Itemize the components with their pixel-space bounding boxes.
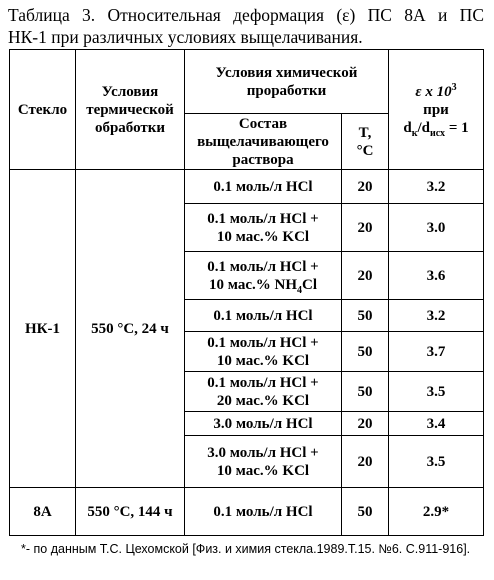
composition-cell: 0.1 моль/л HCl + 20 мас.% KCl <box>185 372 342 412</box>
header-row-1 <box>10 50 484 114</box>
header-glass: Стекло <box>10 50 76 170</box>
caption-line-1: Таблица 3. Относительная деформация (ε) ПС 8А и ПС <box>8 5 484 25</box>
temp-cell: 20 <box>342 412 389 436</box>
composition-cell: 0.1 моль/л HCl <box>185 170 342 204</box>
header-temp: T, °C <box>342 114 389 170</box>
header-chemical: Условия химической проработки <box>185 50 389 114</box>
footnote: *- по данным Т.С. Цехомской [Физ. и химия стекла.1989.Т.15. №6. С.911-916]. <box>21 542 471 556</box>
header-thermal: Условия термической обработки <box>76 50 185 170</box>
temp-cell: 50 <box>342 372 389 412</box>
composition-cell: 3.0 моль/л HCl <box>185 412 342 436</box>
composition-cell: 0.1 моль/л HCl + 10 мас.% KCl <box>185 204 342 252</box>
eps-cell: 3.0 <box>389 204 484 252</box>
glass-cell: НК-1 <box>10 170 76 488</box>
eps-cell: 3.7 <box>389 332 484 372</box>
eps-cell: 3.5 <box>389 436 484 488</box>
table-row <box>10 170 484 204</box>
temp-cell: 20 <box>342 170 389 204</box>
eps-cell: 3.2 <box>389 170 484 204</box>
composition-cell: 0.1 моль/л HCl <box>185 300 342 332</box>
temp-cell: 20 <box>342 204 389 252</box>
eps-cell: 3.5 <box>389 372 484 412</box>
eps-cell: 3.6 <box>389 252 484 300</box>
temp-cell: 50 <box>342 332 389 372</box>
header-eps: ε x $10^3$ при $d_к/d_{исх} = 1$ <box>389 50 484 170</box>
thermal-cell: 550 °C, 24 ч <box>76 170 185 488</box>
composition-cell: 0.1 моль/л HCl + 10 мас.% KCl <box>185 332 342 372</box>
composition-cell: 0.1 моль/л HCl + 10 мас.% $NH_4Cl$ <box>185 252 342 300</box>
temp-cell: 50 <box>342 488 389 536</box>
composition-cell: 0.1 моль/л HCl <box>185 488 342 536</box>
data-table <box>9 49 484 536</box>
table-caption <box>8 4 484 48</box>
temp-cell: 20 <box>342 436 389 488</box>
eps-cell: 2.9* <box>389 488 484 536</box>
temp-cell: 20 <box>342 252 389 300</box>
caption-line-2: НК-1 при различных условиях выщелачивания. <box>8 27 363 47</box>
glass-cell: 8А <box>10 488 76 536</box>
thermal-cell: 550 °C, 144 ч <box>76 488 185 536</box>
table-row <box>10 488 484 536</box>
eps-cell: 3.2 <box>389 300 484 332</box>
eps-cell: 3.4 <box>389 412 484 436</box>
temp-cell: 50 <box>342 300 389 332</box>
composition-cell: 3.0 моль/л HCl + 10 мас.% KCl <box>185 436 342 488</box>
header-composition: Состав выщелачивающего раствора <box>185 114 342 170</box>
